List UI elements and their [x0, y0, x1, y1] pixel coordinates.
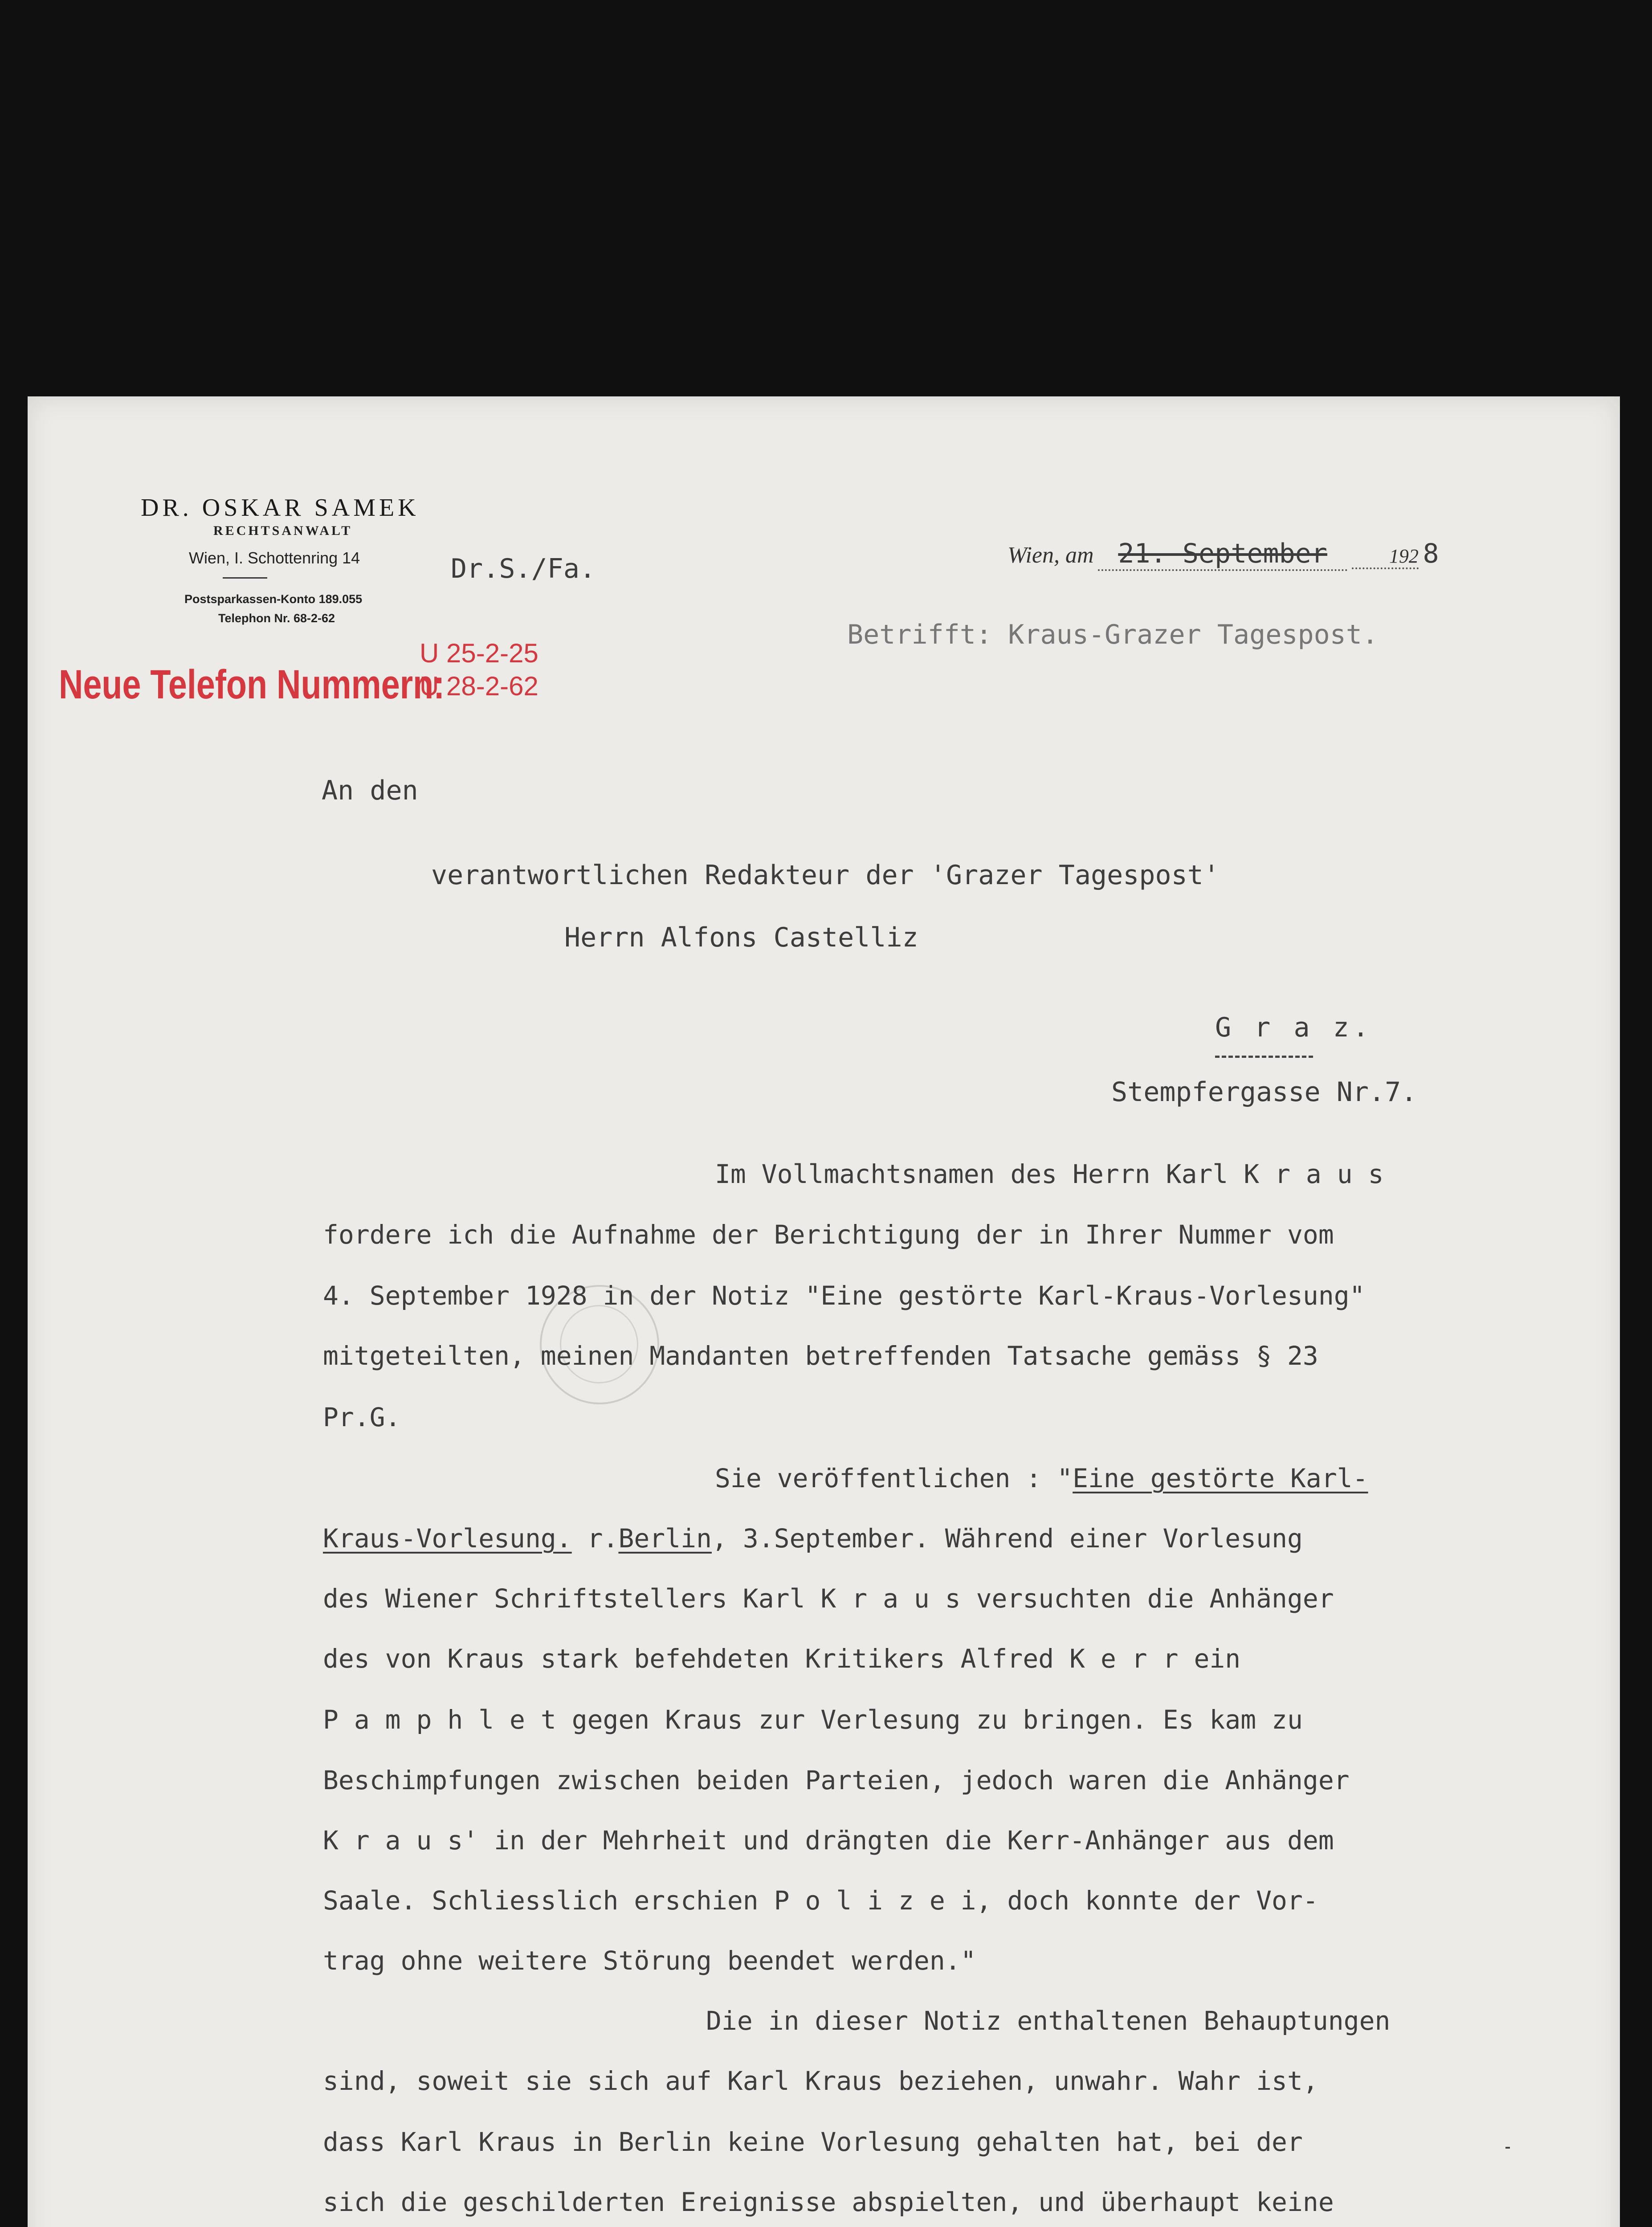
date-value: 21. September [1118, 538, 1327, 569]
phone-stamp-label: Neue Telefon Nummern: [59, 662, 445, 707]
body-line: Saale. Schliesslich erschien P o l i z e i, doch konnte der Vor- [323, 1885, 1318, 1916]
phone-stamp-number-2: U 28-2-62 [420, 671, 538, 701]
quote-dateline-city: Berlin [618, 1523, 712, 1554]
body-line: des Wiener Schriftstellers Karl K r a u s versuchten die Anhänger [323, 1583, 1334, 1614]
quote-title-part1: Eine gestörte Karl- [1073, 1463, 1368, 1493]
body-line: K r a u s' in der Mehrheit und drängten die Kerr-Anhänger aus dem [323, 1825, 1334, 1856]
reference-code: Dr.S./Fa. [451, 553, 596, 584]
body-line: dass Karl Kraus in Berlin keine Vorlesung gehalten hat, bei der [323, 2127, 1303, 2157]
recipient-position: verantwortlichen Redakteur der 'Grazer Tagespost' [431, 860, 1220, 891]
body-line: fordere ich die Aufnahme der Berichtigung der in Ihrer Nummer vom [323, 1220, 1334, 1250]
letterhead-telephone: Telephon Nr. 68-2-62 [218, 612, 335, 625]
recipient-name: Herrn Alfons Castelliz [564, 922, 918, 953]
quote-first-line: Sie veröffentlichen : "Eine gestörte Karl- [715, 1463, 1368, 1493]
recipient-city: G r a z. [1215, 1012, 1372, 1043]
date-place: Wien, am [1008, 542, 1094, 568]
letterhead-divider [223, 577, 267, 579]
letterhead-name: DR. OSKAR SAMEK [141, 494, 420, 522]
letterhead-title: RECHTSANWALT [213, 523, 353, 538]
subject-line: Betrifft: Kraus-Grazer Tagespost. [847, 619, 1379, 650]
body-line: sind, soweit sie sich auf Karl Kraus beziehen, unwahr. Wahr ist, [323, 2066, 1318, 2096]
body-line: P a m p h l e t gegen Kraus zur Verlesung zu bringen. Es kam zu [323, 1705, 1303, 1735]
body-line: Die in dieser Notiz enthaltenen Behauptungen [706, 2006, 1391, 2036]
body-line: trag ohne weitere Störung beendet werden." [323, 1946, 976, 1976]
body-line: Im Vollmachtsnamen des Herrn Karl K r a u s [715, 1159, 1384, 1189]
date-year-prefix: 192 [1389, 545, 1419, 567]
body-line: Beschimpfungen zwischen beiden Parteien, jedoch waren die Anhänger [323, 1765, 1350, 1795]
date-line [1008, 538, 1439, 571]
body-line: 4. September 1928 in der Notiz "Eine gestörte Karl-Kraus-Vorlesung" [323, 1281, 1365, 1311]
letterhead-postal-account: Postsparkassen-Konto 189.055 [184, 592, 363, 606]
letter-page [28, 396, 1620, 2227]
quote-title-part2: Kraus-Vorlesung. [323, 1523, 572, 1554]
body-line: sich die geschilderten Ereignisse abspielten, und überhaupt keine [323, 2187, 1334, 2217]
quote-second-line: Kraus-Vorlesung. r.Berlin, 3.September. Während einer Vorlesung [323, 1523, 1303, 1554]
date-year-digit: 8 [1423, 538, 1439, 569]
letterhead-address: Wien, I. Schottenring 14 [189, 549, 360, 567]
recipient-salutation: An den [322, 775, 418, 806]
city-underline [1215, 1056, 1313, 1058]
recipient-street: Stempfergasse Nr.7. [1111, 1077, 1417, 1108]
body-line: des von Kraus stark befehdeten Kritikers Alfred K e r r ein [323, 1644, 1241, 1674]
body-line: mitgeteilten, meinen Mandanten betreffenden Tatsache gemäss § 23 [323, 1341, 1318, 1371]
phone-stamp-number-1: U 25-2-25 [420, 638, 538, 668]
body-line: Pr.G. [323, 1402, 401, 1432]
margin-mark [1505, 2147, 1510, 2149]
